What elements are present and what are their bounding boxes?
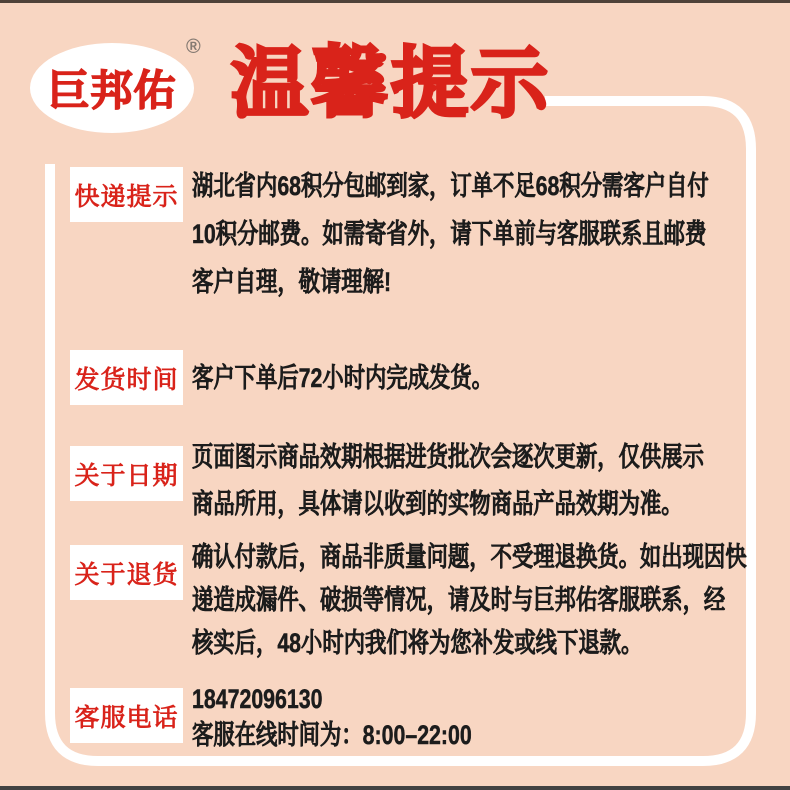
bottom-edge-strip (0, 786, 790, 790)
section-label-shipping-time: 发货时间 (70, 350, 183, 405)
brand-logo (30, 43, 194, 133)
registered-trademark-icon: ® (186, 36, 201, 58)
section-label-service-phone: 客服电话 (70, 688, 183, 743)
section-body-shipping-time (192, 354, 573, 402)
section-label-about-dates: 关于日期 (70, 446, 183, 501)
section-body-about-returns (192, 536, 790, 665)
service-online-hours: 客服在线时间为：8:00–22:00 (192, 720, 472, 750)
section-label-delivery-tip: 快递提示 (70, 167, 183, 222)
body-text-line: 10积分邮费。如需寄省外，请下单前与客服联系且邮费 (192, 219, 707, 249)
service-phone-number: 18472096130 (192, 684, 323, 714)
section-body-delivery-tip (192, 162, 790, 306)
body-text-line: 湖北省内68积分包邮到家，订单不足68积分需客户自付 (192, 171, 709, 201)
section-label-about-returns: 关于退货 (70, 545, 183, 600)
body-text-line: 页面图示商品效期根据进货批次会逐次更新，仅供展示 (192, 442, 704, 472)
section-body-about-dates (192, 434, 790, 528)
body-text-line: 递造成漏件、破损等情况，请及时与巨邦佑客服联系，经 (192, 585, 726, 615)
body-text-line: 客户下单后72小时内完成发货。 (192, 363, 494, 393)
section-body-service-phone (192, 681, 546, 753)
body-text-line: 商品所用，具体请以收到的实物商品产品效期为准。 (192, 489, 683, 519)
brand-name: 巨邦佑 (47, 67, 177, 114)
body-text-line: 确认付款后，商品非质量问题，不受理退换货。如出现因快 (192, 542, 747, 572)
body-text-line: 客户自理，敬请理解! (192, 267, 392, 297)
page-title: 温馨提示 (231, 41, 551, 127)
body-text-line: 核实后，48小时内我们将为您补发或线下退款。 (192, 628, 643, 658)
